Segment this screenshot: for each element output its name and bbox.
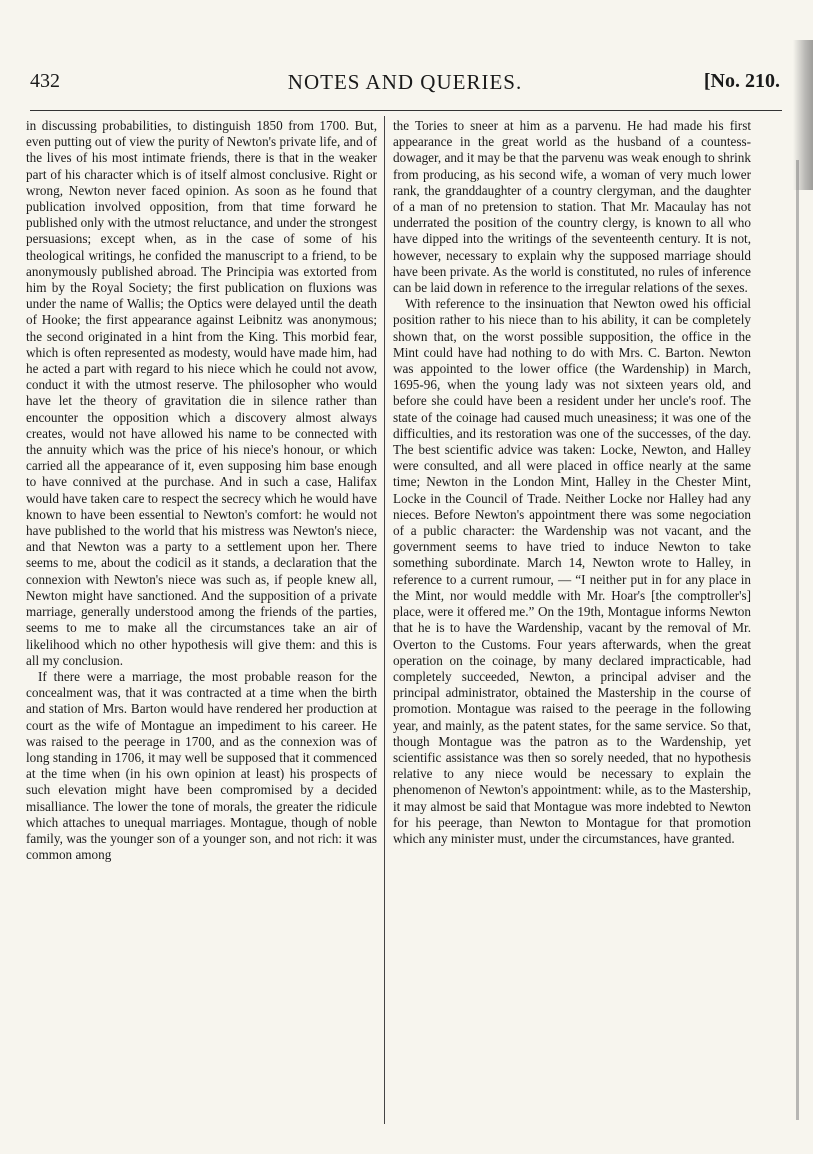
- issue-number: [No. 210.: [703, 70, 780, 92]
- journal-title: NOTES AND QUERIES.: [287, 70, 523, 94]
- paragraph: If there were a marriage, the most probable reason for the concealment was, that it was contracted at a time when the birth and station of Mrs. Barton would have rendered her production at court as the wife of Montague an impediment to his career. He was raised to the peerage in 1700, and as the connexion was of long standing in 1706, it may well be supposed that it commenced at the time when (in his own opinion at least) his prospects of such elevation might have been compromised by a decided misalliance. The lower the tone of morals, the greater the ridicule which attaches to unequal marriages. Montague, though of noble family, was the younger son of a younger son, and not rich: it was common among: [26, 668, 377, 863]
- paragraph: in discussing probabilities, to distinguish 1850 from 1700. But, even putting out of view the purity of Newton's private life, and of the lives of his most intimate friends, there is that in the weaker part of his character which is of itself almost conclusive. Right or wrong, Newton never faced opinion. As soon as he found that publication involved opposition, from that time forward he published only with the utmost reluctance, and under the strongest persuasions; except when, as in the case of some of his theological writings, he confided the manuscript to a friend, to be anonymously published abroad. The Principia was extorted from him by the Royal Society; the first publication on fluxions was under the name of Wallis; the Optics were delayed until the death of Hooke; the first appearance against Leibnitz was anonymous; the second originated in a hint from the King. This morbid fear, which is often represented as modesty, would have made him, had he acted a part with regard to his niece which he could not avow, conduct it with the utmost reserve. The philosopher who would have let the theory of gravitation die in silence rather than encounter the opposition which a discovery almost always creates, would not have allowed his name to be connected with the annuity which was the price of his niece's honour, or which carried all the appearance of it, even supposing him base enough to have connived at the purchase. And in such a case, Halifax would have taken care to respect the secrecy which he would have known to have been essential to Newton's comfort: he would not have published to the world that his mistress was Newton's niece, and that Newton was a party to a settlement upon her. There seems to me, about the codicil as it stands, a declaration that the connexion with Newton's niece was such as, if people knew all, Newton might have sanctioned. And the supposition of a private marriage, generally understood among the friends of the parties, seems to me to make all the circumstances take an air of likelihood which no other hypothesis will give them: and this is all my conclusion.: [26, 118, 377, 668]
- page-edge-line: [796, 160, 799, 1120]
- column-divider: [384, 116, 385, 1124]
- left-column: [26, 118, 377, 863]
- page-header: [30, 70, 780, 110]
- header-rule: [30, 110, 782, 111]
- paragraph: the Tories to sneer at him as a parvenu. He had made his first appearance in the great world as the husband of a countess-dowager, and it may be that the parvenu was weak enough to shrink from producing, as his second wife, a woman of very much lower rank, the granddaughter of a country clergyman, and the daughter of a man of no pretension to station. That Mr. Macaulay has not underrated the position of the country clergy, is known to all who have dipped into the writings of the seventeenth century. It is not, however, necessary to explain why the supposed marriage should have been private. As the world is constituted, no rules of inference can be laid down in reference to the irregular relations of the sexes.: [393, 118, 751, 296]
- paragraph: With reference to the insinuation that Newton owed his official position rather to his niece than to his ability, it can be completely shown that, on the worst possible supposition, the office in the Mint could have had nothing to do with Mrs. C. Barton. Newton was appointed to the lower office (the Wardenship) in March, 1695-96, when the young lady was not sixteen years old, and before she could have been a resident under her uncle's roof. The state of the coinage had caused much uneasiness; it was one of the difficulties, and its restoration was one of the successes, of the day. The best scientific advice was taken: Locke, Newton, and Halley were consulted, and all were placed in office nearly at the same time; Newton in the London Mint, Halley in the Chester Mint, Locke in the Council of Trade. Neither Locke nor Halley had any nieces. Before Newton's appointment there was some negociation of a public character: the Wardenship was not vacant, and the government seems to have tried to induce Newton to take something subordinate. March 14, Newton wrote to Halley, in reference to a current rumour, — “I neither put in for any place in the Mint, nor would meddle with Mr. Hoar's [the comptroller's] place, were it offered me.” On the 19th, Montague informs Newton that he is to have the Wardenship, vacant by the removal of Mr. Overton to the Customs. Four years afterwards, when the great operation on the coinage, by many declared impracticable, had completely succeeded, Newton, a principal adviser and the principal administrator, obtained the Mastership in the course of promotion. Montague was raised to the peerage in the following year, and mainly, as the patent states, for the same service. So that, though Montague was the patron as to the Wardenship, yet scientific assistance was then so sorely needed, that no hypothesis relative to any niece would be necessary to explain the phenomenon of Newton's appointment: while, as to the Mastership, it may almost be said that Montague was more indebted to Newton for his peerage, than Newton to Montague for that promotion which any minister must, under the circumstances, have granted.: [393, 296, 751, 846]
- right-column: [393, 118, 751, 847]
- page-number: 432: [30, 70, 60, 92]
